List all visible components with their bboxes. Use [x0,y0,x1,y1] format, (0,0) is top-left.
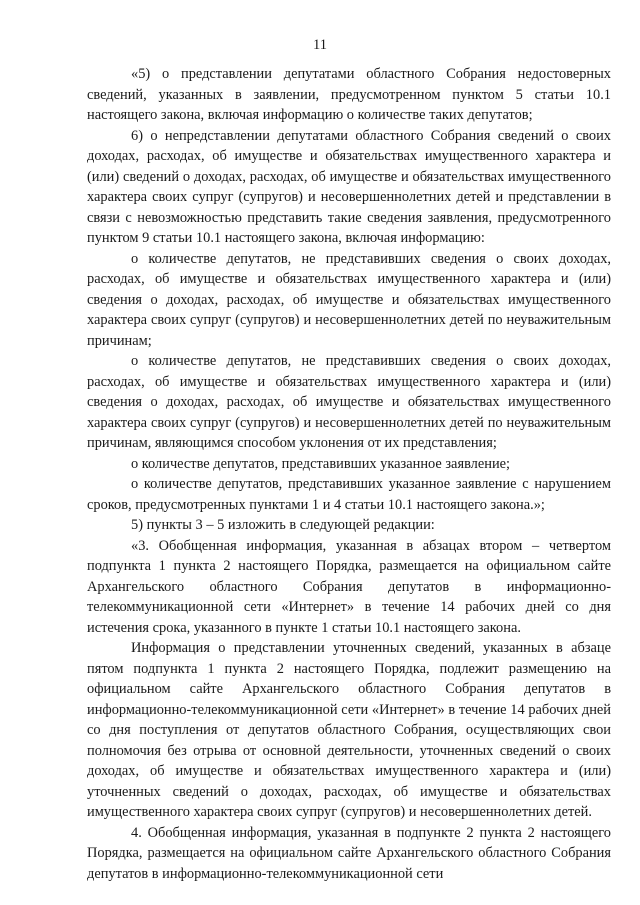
paragraph-late-statement: о количестве депутатов, представивших указанное заявление с нарушением сроков, предусмотренных пунктами 1 и 4 статьи 10.1 настоящего закона.»; [87,476,611,513]
document-body [87,64,611,884]
paragraph-amendment-5: 5) пункты 3 – 5 изложить в следующей редакции: [131,517,435,533]
paragraph-item-6: 6) о непредставлении депутатами областного Собрания сведений о своих доходах, расходах, об имуществе и обязательствах имущественного характера и (или) сведений о доходах, расходах, об имуществе и обязательствах имущественного характера своих супруг (супругов) и несовершеннолетних детей и представлении в связи с невозможностью представить такие сведения заявления, предусмотренного пунктом 9 статьи 10.1 настоящего закона, включая информацию: [87,127,611,246]
paragraph-evasion: о количестве депутатов, не представивших сведения о своих доходах, расходах, об имуществе и обязательствах имущественного характера и (или) сведения о доходах, расходах, об имуществе и обязательствах имущественного характера своих супруг (супругов) и несовершеннолетних детей по неуважительным причинам, являющимся способом уклонения от их представления; [87,353,611,451]
paragraph-item-5: «5) о представлении депутатами областного Собрания недостоверных сведений, указанных в заявлении, предусмотренном пунктом 5 статьи 10.1 настоящего закона, включая информацию о количестве таких депутатов; [87,66,611,123]
paragraph-statement-count: о количестве депутатов, представивших указанное заявление; [131,455,511,472]
paragraph-clause-3: «3. Обобщенная информация, указанная в абзацах втором – четвертом подпункта 1 пункта 2 настоящего Порядка, размещается на официальном сайте Архангельского областного Собрания депутатов в информационно-телекоммуникационной сети «Интернет» в течение 14 рабочих дней со дня истечения срока, указанного в пункте 1 статьи 10.1 настоящего закона. [87,537,611,636]
paragraph-absent-reasons: о количестве депутатов, не представивших сведения о своих доходах, расходах, об имуществе и обязательствах имущественного характера и (или) сведения о доходах, расходах, об имуществе и обязательствах имущественного характера своих супруг (супругов) и несовершеннолетних детей по неуважительным причинам; [87,250,611,349]
paragraph-updated-info: Информация о представлении уточненных сведений, указанных в абзаце пятом подпункта 1 пункта 2 настоящего Порядка, подлежит размещению на официальном сайте Архангельского областного Собрания депутатов в информационно-телекоммуникационной сети «Интернет» в течение 14 рабочих дней со дня поступления от депутатов областного Собрания, осуществляющих свои полномочия без отрыва от основной деятельности, уточненных сведений о своих доходах, об имуществе и обязательствах имущественного характера и (или) уточненных сведений о доходах, расходах, об имуществе и обязательствах имущественного характера своих супруг (супругов) и несовершеннолетних детей. [87,640,611,820]
page-number: 11 [313,37,327,53]
paragraph-clause-4: 4. Обобщенная информация, указанная в подпункте 2 пункта 2 настоящего Порядка, размещается на официальном сайте Архангельского областного Собрания депутатов в информационно-телекоммуникационной сети [87,824,611,882]
